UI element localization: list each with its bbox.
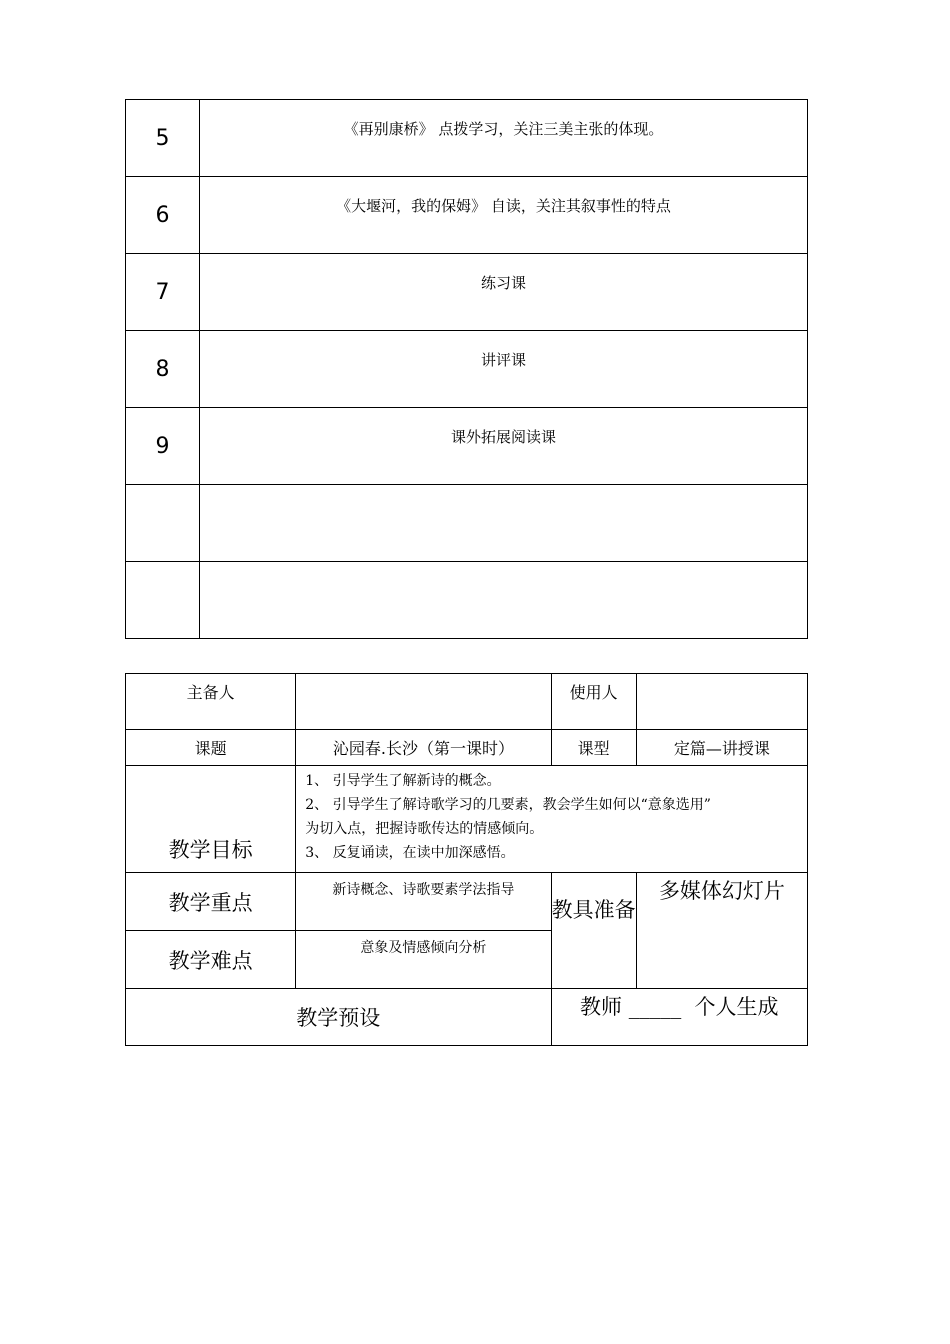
teaching-preset-label: 教学预设 bbox=[126, 989, 552, 1046]
table-row bbox=[126, 100, 808, 177]
row-content-text: 《再别康桥》 点拨学习，关注三美主张的体现。 bbox=[343, 120, 664, 138]
row-content bbox=[200, 408, 808, 485]
row-number: 7 bbox=[126, 254, 200, 331]
row-content-text bbox=[200, 485, 807, 503]
row-content-text: 讲评课 bbox=[480, 351, 526, 369]
user-label: 使用人 bbox=[569, 683, 618, 702]
goals-list bbox=[296, 766, 807, 865]
preparer-label: 主备人 bbox=[186, 683, 235, 702]
user-label-cell bbox=[551, 674, 636, 730]
row-number: 5 bbox=[126, 100, 200, 177]
schedule-body bbox=[126, 100, 808, 639]
difficulty-value: 意象及情感倾向分析 bbox=[296, 931, 551, 989]
row-content bbox=[200, 485, 808, 562]
table-row bbox=[126, 408, 808, 485]
row-content bbox=[200, 100, 808, 177]
row-content bbox=[200, 331, 808, 408]
goal-item: 为切入点，把握诗歌传达的情感倾向。 bbox=[305, 821, 544, 837]
table-row bbox=[126, 562, 808, 639]
tools-label: 教具准备 bbox=[551, 873, 636, 989]
topic-label: 课题 bbox=[126, 730, 296, 766]
type-label: 课型 bbox=[551, 730, 636, 766]
personal-generation-label: 教师 _____ 个人生成 bbox=[551, 989, 807, 1046]
row-content-text: 练习课 bbox=[480, 274, 526, 292]
row-content bbox=[200, 562, 808, 639]
row-number bbox=[126, 562, 200, 639]
row-content-text: 《大堰河，我的保姆》 自读，关注其叙事性的特点 bbox=[336, 197, 671, 215]
topic-value: 沁园春.长沙（第一课时） bbox=[296, 730, 551, 766]
goals-label: 教学目标 bbox=[126, 766, 296, 873]
difficulty-label: 教学难点 bbox=[126, 931, 296, 989]
table-row bbox=[126, 989, 808, 1046]
row-content bbox=[200, 177, 808, 254]
row-number bbox=[126, 485, 200, 562]
row-content-text bbox=[200, 562, 807, 580]
preparer-label-cell bbox=[126, 674, 296, 730]
schedule-table bbox=[125, 99, 808, 639]
user-value bbox=[636, 674, 807, 730]
row-number: 9 bbox=[126, 408, 200, 485]
row-content bbox=[200, 254, 808, 331]
table-row bbox=[126, 254, 808, 331]
table-row bbox=[126, 674, 808, 730]
table-row bbox=[126, 177, 808, 254]
goal-item: 2、 引导学生了解诗歌学习的几要素，教会学生如何以“意象选用” bbox=[305, 797, 711, 813]
preparer-value bbox=[296, 674, 551, 730]
goal-item: 3、 反复诵读，在读中加深感悟。 bbox=[305, 845, 515, 861]
lesson-plan-table bbox=[125, 673, 808, 1046]
table-row bbox=[126, 331, 808, 408]
row-number: 6 bbox=[126, 177, 200, 254]
table-row bbox=[126, 766, 808, 873]
type-value: 定篇—讲授课 bbox=[636, 730, 807, 766]
table-row bbox=[126, 485, 808, 562]
tools-value: 多媒体幻灯片 bbox=[636, 873, 807, 989]
row-number: 8 bbox=[126, 331, 200, 408]
key-points-value: 新诗概念、诗歌要素学法指导 bbox=[296, 873, 551, 931]
goals-cell bbox=[296, 766, 808, 873]
key-points-label: 教学重点 bbox=[126, 873, 296, 931]
table-row bbox=[126, 873, 808, 931]
table-row bbox=[126, 730, 808, 766]
goal-item: 1、 引导学生了解新诗的概念。 bbox=[305, 773, 501, 789]
row-content-text: 课外拓展阅读课 bbox=[450, 428, 556, 446]
